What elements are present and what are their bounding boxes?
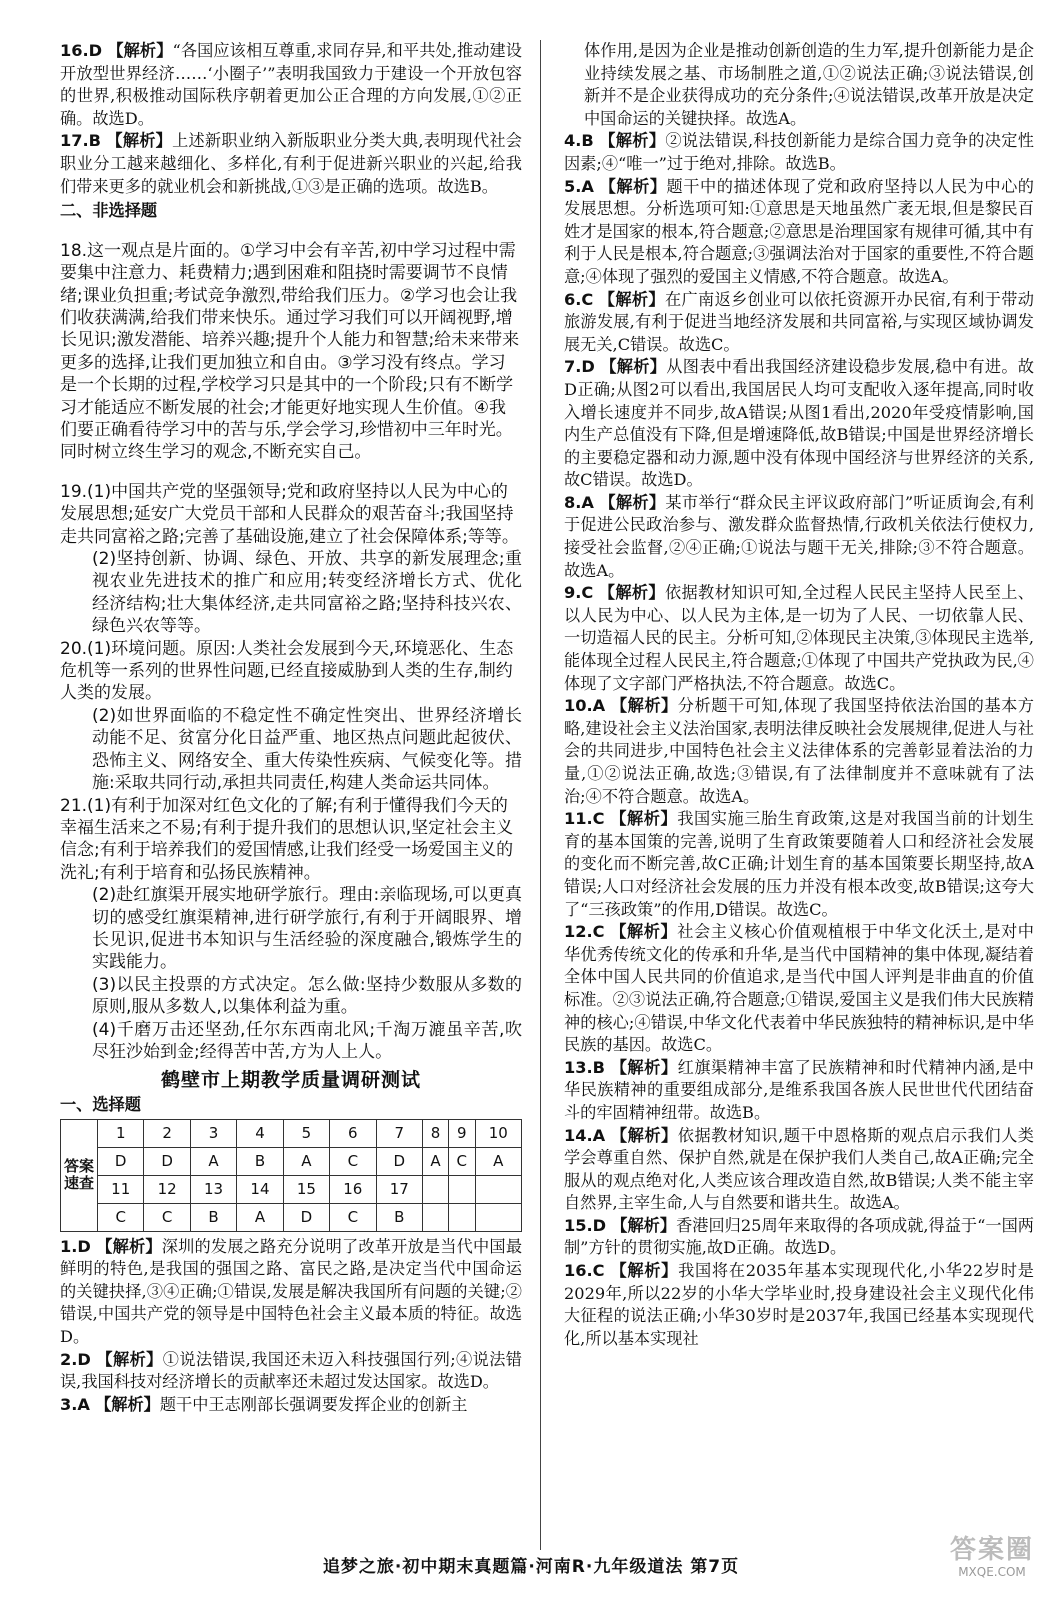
q-answer: D (283, 1203, 329, 1231)
explanation-2: 2.D 【解析】①说法错误,我国还未迈入科技强国行列;④说法错误,我国科技对经济增长的贡献率还未超过发达国家。故选D。 (60, 1349, 522, 1392)
explanation-6: 6.C 【解析】在广南返乡创业可以依托资源开办民宿,有利于带动旅游发展,有利于促进当地经济发展和共同富裕,与实现区域协调发展无关,C错误。故选C。 (564, 289, 1034, 354)
q-num: 12 (144, 1175, 190, 1203)
q-num: 5 (283, 1119, 329, 1147)
q-answer: A (283, 1147, 329, 1175)
q-answer: C (448, 1147, 475, 1175)
section-heading-nonchoice: 二、非选择题 (60, 201, 158, 221)
q-answer: B (376, 1203, 422, 1231)
answer-18: 18.这一观点是片面的。①学习中会有辛苦,初中学习过程中需要集中注意力、耗费精力;遇到困难和阻挠时需要调节不良情绪;课业负担重;考试竞争激烈,带给我们压力。②学习也会让我们收获满满,给我们带来快乐。通过学习我们可以开阔视野,增长见识;激发潜能、培养兴趣;提升个人能力和智慧;给未来带来更多的选择,让我们更加独立和自由。③学习没有终点。学习是一个长期的过程,学校学习只是其中的一个阶段;只有不断学习才能适应不断发展的社会;才能更好地实现人生价值。④我们要正确看待学习中的苦与乐,学会学习,珍惜初中三年时光。同时树立终生学习的观念,不断充实自己。 (60, 240, 520, 463)
q-num: 7 (376, 1119, 422, 1147)
q-num: 16 (330, 1175, 376, 1203)
q-num-empty (475, 1175, 522, 1203)
answer-19-2: (2)坚持创新、协调、绿色、开放、共享的新发展理念;重视农业先进技术的推广和应用;转变经济增长方式、优化经济结构;壮大集体经济,走共同富裕之路;坚持科技兴农、绿色兴农等等。 (92, 549, 522, 637)
q-num: 15 (283, 1175, 329, 1203)
q-answer: C (144, 1203, 190, 1231)
explanation-17: 17.B 【解析】上述新职业纳入新版职业分类大典,表明现代社会职业分工越来越细化、多样化,有利于促进新兴职业的兴起,给我们带来更多的就业机会和新挑战,①③是正确的选项。故选B。 (60, 131, 522, 196)
right-column (564, 40, 1034, 1350)
explanation-8: 8.A 【解析】某市举行“群众民主评议政府部门”听证质询会,有利于促进公民政治参与、激发群众监督热情,行政机关依法行使权力,接受社会监督,②④正确;①说法与题干无关,排除;③不符合题意。故选A。 (564, 492, 1034, 580)
answer-key-table (60, 1119, 522, 1232)
q-num: 8 (422, 1119, 448, 1147)
watermark-title: 答案圈 (949, 1535, 1034, 1565)
q-answer: B (190, 1203, 236, 1231)
q-num: 17 (376, 1175, 422, 1203)
answer-19-1: 19.(1)中国共产党的坚强领导;党和政府坚持以人民为中心的发展思想;延安广大党员干部和人民群众的艰苦奋斗;我国坚持走共同富裕之路;完善了基础设施,建立了社会保障体系;等等。 (60, 481, 519, 547)
q-num: 13 (190, 1175, 236, 1203)
q-answer: A (475, 1147, 522, 1175)
explanation-9: 9.C 【解析】依据教材知识可知,全过程人民民主坚持人民至上、以人民为中心、以人民为主体,是一切为了人民、一切依靠人民、一切造福人民的民主。分析可知,②体现民主决策,③体现民主选举,能体现全过程人民民主,符合题意;①体现了中国共产党执政为民,④体现了文字部门严格执法,不符合题意。故选C。 (564, 583, 1034, 693)
q-answer: A (422, 1147, 448, 1175)
answer-20-1: 20.(1)环境问题。原因:人类社会发展到今天,环境恶化、生态危机等一系列的世界性问题,已经直接威胁到人类的生存,制约人类的发展。 (60, 638, 514, 704)
explanation-3: 3.A 【解析】题干中王志刚部长强调要发挥企业的创新主 (60, 1394, 468, 1414)
explanation-15: 15.D 【解析】香港回归25周年来取得的各项成就,得益于“一国两制”方针的贯彻实施,故D正确。故选D。 (564, 1215, 1034, 1258)
q-answer: B (237, 1147, 283, 1175)
q-num-empty (448, 1175, 475, 1203)
explanation-13: 13.B 【解析】红旗渠精神丰富了民族精神和时代精神内涵,是中华民族精神的重要组成部分,是维系我国各族人民世世代代团结奋斗的牢固精神纽带。故选B。 (564, 1057, 1034, 1122)
column-divider (540, 40, 541, 1550)
answer-21-2: (2)赴红旗渠开展实地研学旅行。理由:亲临现场,可以更真切的感受红旗渠精神,进行研学旅行,有利于开阔眼界、增长见识,促进书本知识与生活经验的深度融合,锻炼学生的实践能力。 (92, 885, 522, 973)
section-heading-choice: 一、选择题 (60, 1094, 141, 1114)
q-answer: D (98, 1147, 144, 1175)
watermark-logo (950, 1535, 1034, 1579)
answer-21-1: 21.(1)有利于加深对红色文化的了解;有利于懂得我们今天的幸福生活来之不易;有利于提升我们的思想认识,坚定社会主义信念;有利于培养我们的爱国情感,让我们经受一场爱国主义的洗礼;有利于培育和弘扬民族精神。 (60, 795, 514, 883)
q-num: 2 (144, 1119, 190, 1147)
explanation-11: 11.C 【解析】我国实施三胎生育政策,这是对我国当前的计划生育的基本国策的完善,说明了生育政策要随着人口和经济社会发展的变化而不断完善,故C正确;计划生育的基本国策要长期坚持,故A错误;人口对经济社会发展的压力并没有根本改变,故B错误;这夸大了“三孩政策”的作用,D错误。故选C。 (564, 809, 1034, 919)
watermark-url: MXQE.COM (958, 1565, 1026, 1579)
q-num: 3 (190, 1119, 236, 1147)
explanation-1: 1.D 【解析】深圳的发展之路充分说明了改革开放是当代中国最鲜明的特色,是我国的强国之路、富民之路,是决定当代中国命运的关键抉择,③④正确;①错误,发展是解决我国所有问题的关键;②错误,中国共产党的领导是中国特色社会主义最本质的特征。故选D。 (60, 1236, 523, 1346)
q-answer: D (376, 1147, 422, 1175)
answer-21-4: (4)千磨万击还坚劲,任尔东西南北风;千淘万漉虽辛苦,吹尽狂沙始到金;经得苦中苦,方为人上人。 (92, 1019, 522, 1062)
explanation-10: 10.A 【解析】分析题干可知,体现了我国坚持依法治国的基本方略,建设社会主义法治国家,表明法律反映社会发展规律,促进人与社会的共同进步,中国特色社会主义法律体系的完善彰显着法治的力量,①②说法正确,故选;③错误,有了法律制度并不意味就有了法治;④不符合题意。故选A。 (564, 696, 1034, 806)
q-answer-empty (422, 1203, 448, 1231)
explanation-12: 12.C 【解析】社会主义核心价值观植根于中华文化沃土,是对中华优秀传统文化的传承和升华,是当代中国精神的集中体现,凝结着全体中国人民共同的价值追求,是当代中国人评判是非曲直的价值标准。②③说法正确,符合题意;①错误,爱国主义是我们伟大民族精神的核心;④错误,中华文化代表着中华民族独特的精神标识,是中华民族的基因。故选C。 (564, 922, 1034, 1055)
answer-key-label: 答案速查 (61, 1119, 98, 1231)
explanation-7: 7.D 【解析】从图表中看出我国经济建设稳步发展,稳中有进。故D正确;从图2可以看出,我国居民人均可支配收入逐年提高,同时收入增长速度并不同步,故A错误;从图1看出,2020年受疫情影响,国内生产总值没有下降,但是增速降低,故B错误;中国是世界经济增长的主要稳定器和动力源,题中没有体现中国经济与世界经济的关系,故C错误。故选D。 (564, 357, 1034, 490)
q-num: 14 (237, 1175, 283, 1203)
answer-20-2: (2)如世界面临的不稳定性不确定性突出、世界经济增长动能不足、贫富分化日益严重、地区热点问题此起彼伏、恐怖主义、网络安全、重大传染性疾病、气候变化等。措施:采取共同行动,承担共同责任,构建人类命运共同体。 (92, 705, 522, 794)
explanation-4: 4.B 【解析】②说法错误,科技创新能力是综合国力竞争的决定性因素;④“唯一”过于绝对,排除。故选B。 (564, 131, 1034, 173)
q-answer: C (98, 1203, 144, 1231)
q-answer: A (237, 1203, 283, 1231)
paper-title: 鹤壁市上期教学质量调研测试 (160, 1069, 421, 1092)
left-column (60, 40, 522, 1416)
q-num: 6 (330, 1119, 376, 1147)
explanation-16-b: 16.C 【解析】我国将在2035年基本实现现代化,小华22岁时是2029年,所以22岁的小华大学毕业时,投身建设社会主义现代化伟大征程的说法正确;小华30岁时是2037年,我国已经基本实现现代化,所以基本实现社 (564, 1261, 1034, 1348)
q-answer-empty (475, 1203, 522, 1231)
q-answer: D (144, 1147, 190, 1175)
q-answer: A (190, 1147, 236, 1175)
q-num: 11 (98, 1175, 144, 1203)
explanation-14: 14.A 【解析】依据教材知识,题干中恩格斯的观点启示我们人类学会尊重自然、保护自然,就是在保护我们人类自己,故A正确;完全服从的观点绝对化,人类应该合理改造自然,故B错误;人类不能主宰自然界,主宰生命,人与自然要和谐共生。故选A。 (564, 1125, 1034, 1213)
page-footer: 追梦之旅·初中期末真题篇·河南R·九年级道法 第7页 (322, 1557, 740, 1577)
q-num: 10 (475, 1119, 522, 1147)
q-num-empty (422, 1175, 448, 1203)
explanation-16: 16.D 【解析】“各国应该相互尊重,求同存异,和平共处,推动建设开放型世界经济……‘小圈子’”表明我国致力于建设一个开放包容的世界,积极推动国际秩序朝着更加公正合理的方向发展,①②正确。故选D。 (60, 41, 522, 128)
answer-21-3: (3)以民主投票的方式决定。怎么做:坚持少数服从多数的原则,服从多数人,以集体利益为重。 (92, 974, 522, 1018)
q-num: 4 (237, 1119, 283, 1147)
q-num: 1 (98, 1119, 144, 1147)
q-num: 9 (448, 1119, 475, 1147)
q-answer-empty (448, 1203, 475, 1231)
q-answer: C (330, 1147, 376, 1175)
explanation-5: 5.A 【解析】题干中的描述体现了党和政府坚持以人民为中心的发展思想。分析选项可知:①意思是天地虽然广袤无垠,但是黎民百姓才是国家的根本,符合题意;②意思是治理国家有规律可循,其中有利于人民是根本,符合题意;③强调法治对于国家的重要性,不符合题意;④体现了强烈的爱国主义情感,不符合题意。故选A。 (564, 176, 1034, 286)
q-answer: C (330, 1203, 376, 1231)
explanation-3-continued: 体作用,是因为企业是推动创新创造的生力军,提升创新能力是企业持续发展之基、市场制胜之道,①②说法正确;③说法错误,创新并不是企业获得成功的充分条件;④说法错误,改革开放是决定中国命运的关键抉择。故选A。 (584, 41, 1034, 128)
